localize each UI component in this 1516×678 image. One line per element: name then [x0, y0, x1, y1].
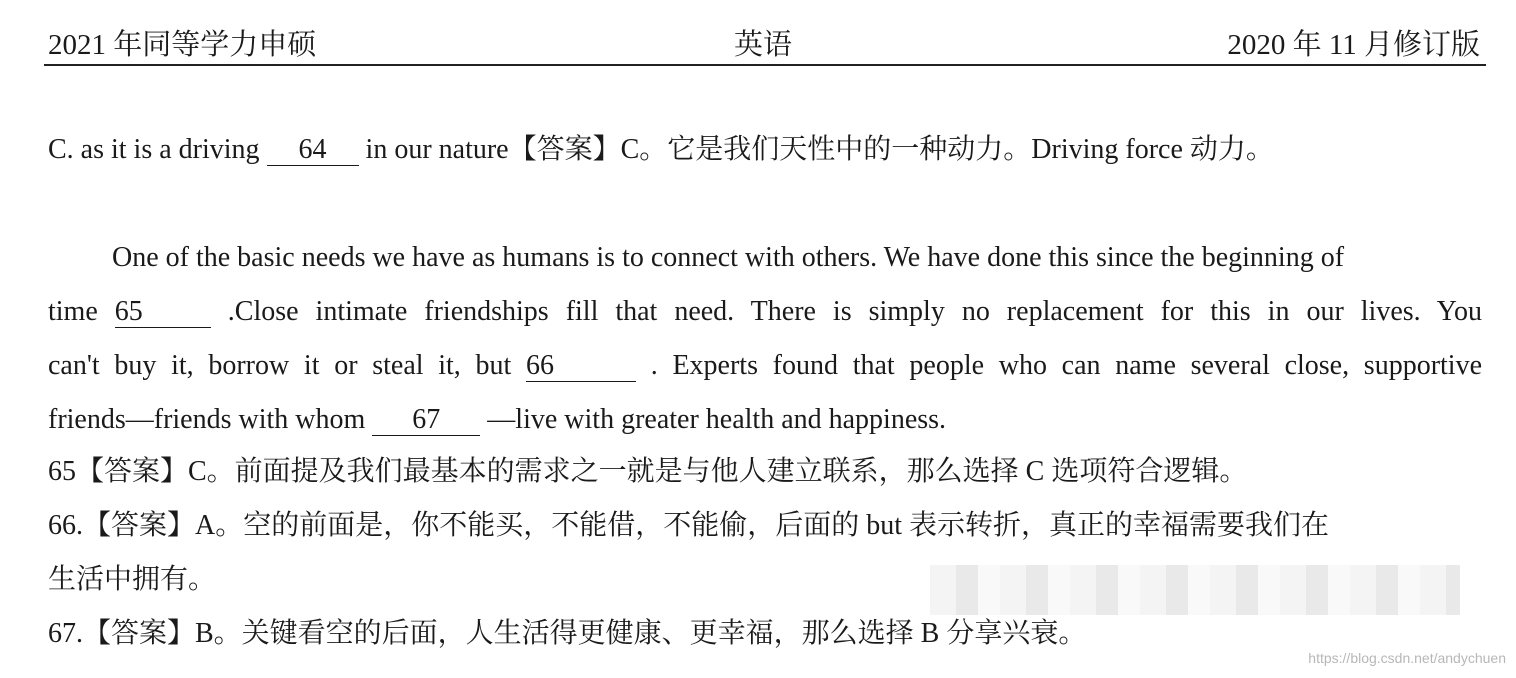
option-c-answer: in our nature【答案】C。它是我们天性中的一种动力。Driving force 动力。	[365, 134, 1274, 165]
page-header	[44, 18, 1486, 66]
blank-67: 67	[372, 405, 480, 436]
blank-65: 65	[115, 297, 211, 328]
answer-66-line-2: 生活中拥有。	[48, 564, 217, 595]
passage-text: . Experts found that people who can name several close, supportive	[650, 350, 1483, 381]
passage-text: friends—friends with whom	[48, 404, 366, 435]
answer-65: 65【答案】C。前面提及我们最基本的需求之一就是与他人建立联系，那么选择 C 选项符合逻辑。	[48, 456, 1248, 487]
blank-66: 66	[526, 351, 636, 382]
passage-text: time	[48, 296, 115, 327]
option-c-line	[48, 130, 1274, 170]
passage-text: .Close intimate friendships fill that need. There is simply no replacement for this in our lives. You	[227, 296, 1483, 327]
answer-67: 67.【答案】B。关键看空的后面，人生活得更健康、更幸福，那么选择 B 分享兴衰。	[48, 618, 1087, 649]
passage-line-3	[48, 346, 1482, 386]
passage-line-2	[48, 292, 1482, 332]
passage-line-4	[48, 400, 946, 440]
blurred-watermark	[930, 565, 1460, 615]
header-left-title: 2021 年同等学力申硕	[48, 29, 317, 61]
answer-66-line-1: 66.【答案】A。空的前面是，你不能买，不能借，不能偷，后面的 but 表示转折，真正的幸福需要我们在	[48, 510, 1330, 541]
source-watermark: https://blog.csdn.net/andychuen	[1308, 650, 1506, 666]
option-c-text: C. as it is a driving	[48, 134, 267, 165]
passage-text: —live with greater health and happiness.	[487, 404, 947, 435]
passage-line-1: One of the basic needs we have as humans is to connect with others. We have done this since the beginning of	[112, 242, 1345, 273]
header-edition: 2020 年 11 月修订版	[1227, 29, 1480, 61]
header-subject: 英语	[734, 29, 793, 61]
blank-64: 64	[267, 135, 359, 166]
passage-text: can't buy it, borrow it or steal it, but	[48, 350, 527, 381]
